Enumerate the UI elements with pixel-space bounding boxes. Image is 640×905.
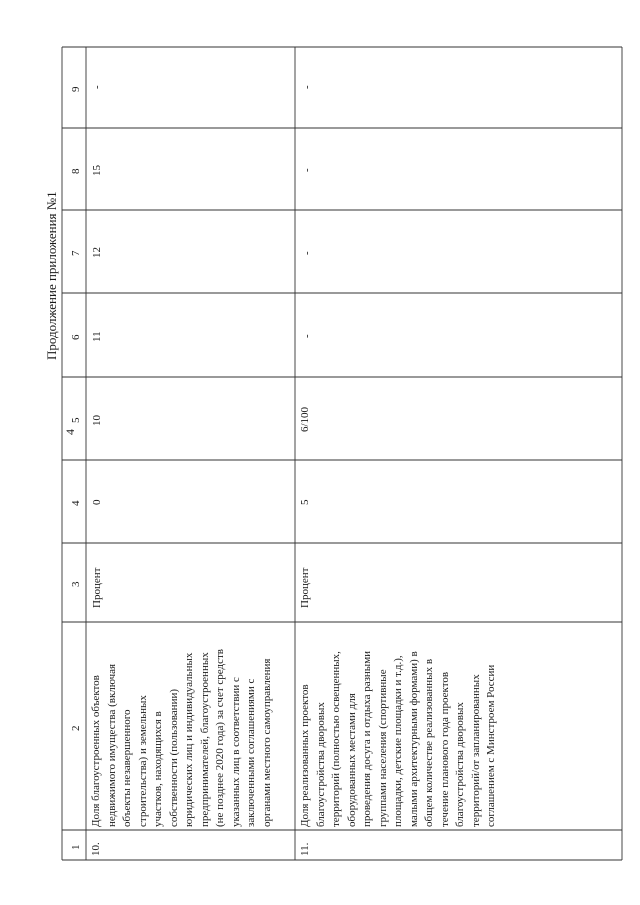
row-11-desc-line: Доля реализованных проектов <box>299 684 311 827</box>
row-10-col-7: 12 <box>91 247 103 258</box>
row-10-description <box>89 649 275 827</box>
row-11-desc-line: территорий (полностью освещенных, <box>330 651 342 827</box>
row-11-desc-line: соглашением с Минстроем России <box>485 664 497 827</box>
row-10-col-9: - <box>91 85 103 89</box>
row-10-col-5: 10 <box>91 415 103 426</box>
row-11-col-9: - <box>301 85 313 89</box>
row-10-desc-line: (не позднее 2020 года) за счет средств <box>214 649 226 827</box>
header-col-3: 3 <box>70 581 82 587</box>
header-col-5: 5 <box>70 417 82 423</box>
row-10-desc-line: юридических лиц и индивидуальных <box>183 652 195 827</box>
row-11-desc-line: благоустройства дворовых <box>454 702 466 827</box>
row-11-desc-line: течение планового года проектов <box>438 671 451 827</box>
row-10-col-4: 0 <box>91 499 103 505</box>
continuation-heading-text: Продолжение приложения №1 <box>44 191 59 360</box>
row-10-desc-line: предпринимателей, благоустроенных <box>198 652 211 827</box>
header-col-9: 9 <box>70 86 82 92</box>
row-11-desc-line: площадки, детские площадки и т.д.), <box>392 655 404 827</box>
header-col-7: 7 <box>70 250 82 256</box>
page-number: 4 <box>63 429 77 435</box>
row-10-desc-line: строительства) и земельных <box>136 695 149 827</box>
row-11-col-7: - <box>301 251 313 255</box>
row-10-desc-line: участков, находящихся в <box>152 711 164 827</box>
row-10-desc-line: заключенными соглашениями с <box>245 678 257 827</box>
row-11-desc-line: территорий/от запланированных <box>469 674 482 827</box>
row-11-col-6: - <box>301 334 313 338</box>
row-11-desc-line: общем количестве реализованных в <box>423 658 435 827</box>
row-10-desc-line: Доля благоустроенных объектов <box>90 675 102 827</box>
row-11-desc-line: проведения досуга и отдыха разными <box>361 650 373 827</box>
row-11-desc-line: оборудованных местами для <box>345 693 358 827</box>
row-11-unit: Процент <box>299 567 311 608</box>
row-11-desc-line: малыми архитектурными формами) в <box>407 651 420 827</box>
header-col-8: 8 <box>70 168 82 174</box>
row-10-desc-line: органами местного самоуправления <box>260 658 273 827</box>
header-col-2: 2 <box>70 725 82 731</box>
header-col-4: 4 <box>70 500 82 506</box>
row-10-col-6: 11 <box>91 331 103 342</box>
row-10-unit: Процент <box>91 567 103 608</box>
row-11-col-4: 5 <box>299 499 311 505</box>
row-11-description <box>298 651 500 827</box>
row-11-desc-line: благоустройства дворовых <box>314 702 327 827</box>
row-10-desc-line: указанных лиц в соответствии с <box>229 677 242 827</box>
header-col-6: 6 <box>70 334 82 340</box>
row-11-desc-line: группами населения (спортивные <box>376 669 389 827</box>
row-11-col-5: 6/100 <box>299 406 311 432</box>
row-10-number: 10. <box>90 842 102 856</box>
row-11-number: 11. <box>299 842 311 856</box>
row-10-desc-line: объекты незавершенного <box>121 709 133 827</box>
row-10-col-8: 15 <box>91 165 103 176</box>
row-10-desc-line: недвижимого имущества (включая <box>105 663 118 827</box>
header-col-1: 1 <box>70 844 82 850</box>
row-10-desc-line: собственности (пользовании) <box>167 689 180 827</box>
row-11-col-8: - <box>301 168 313 172</box>
